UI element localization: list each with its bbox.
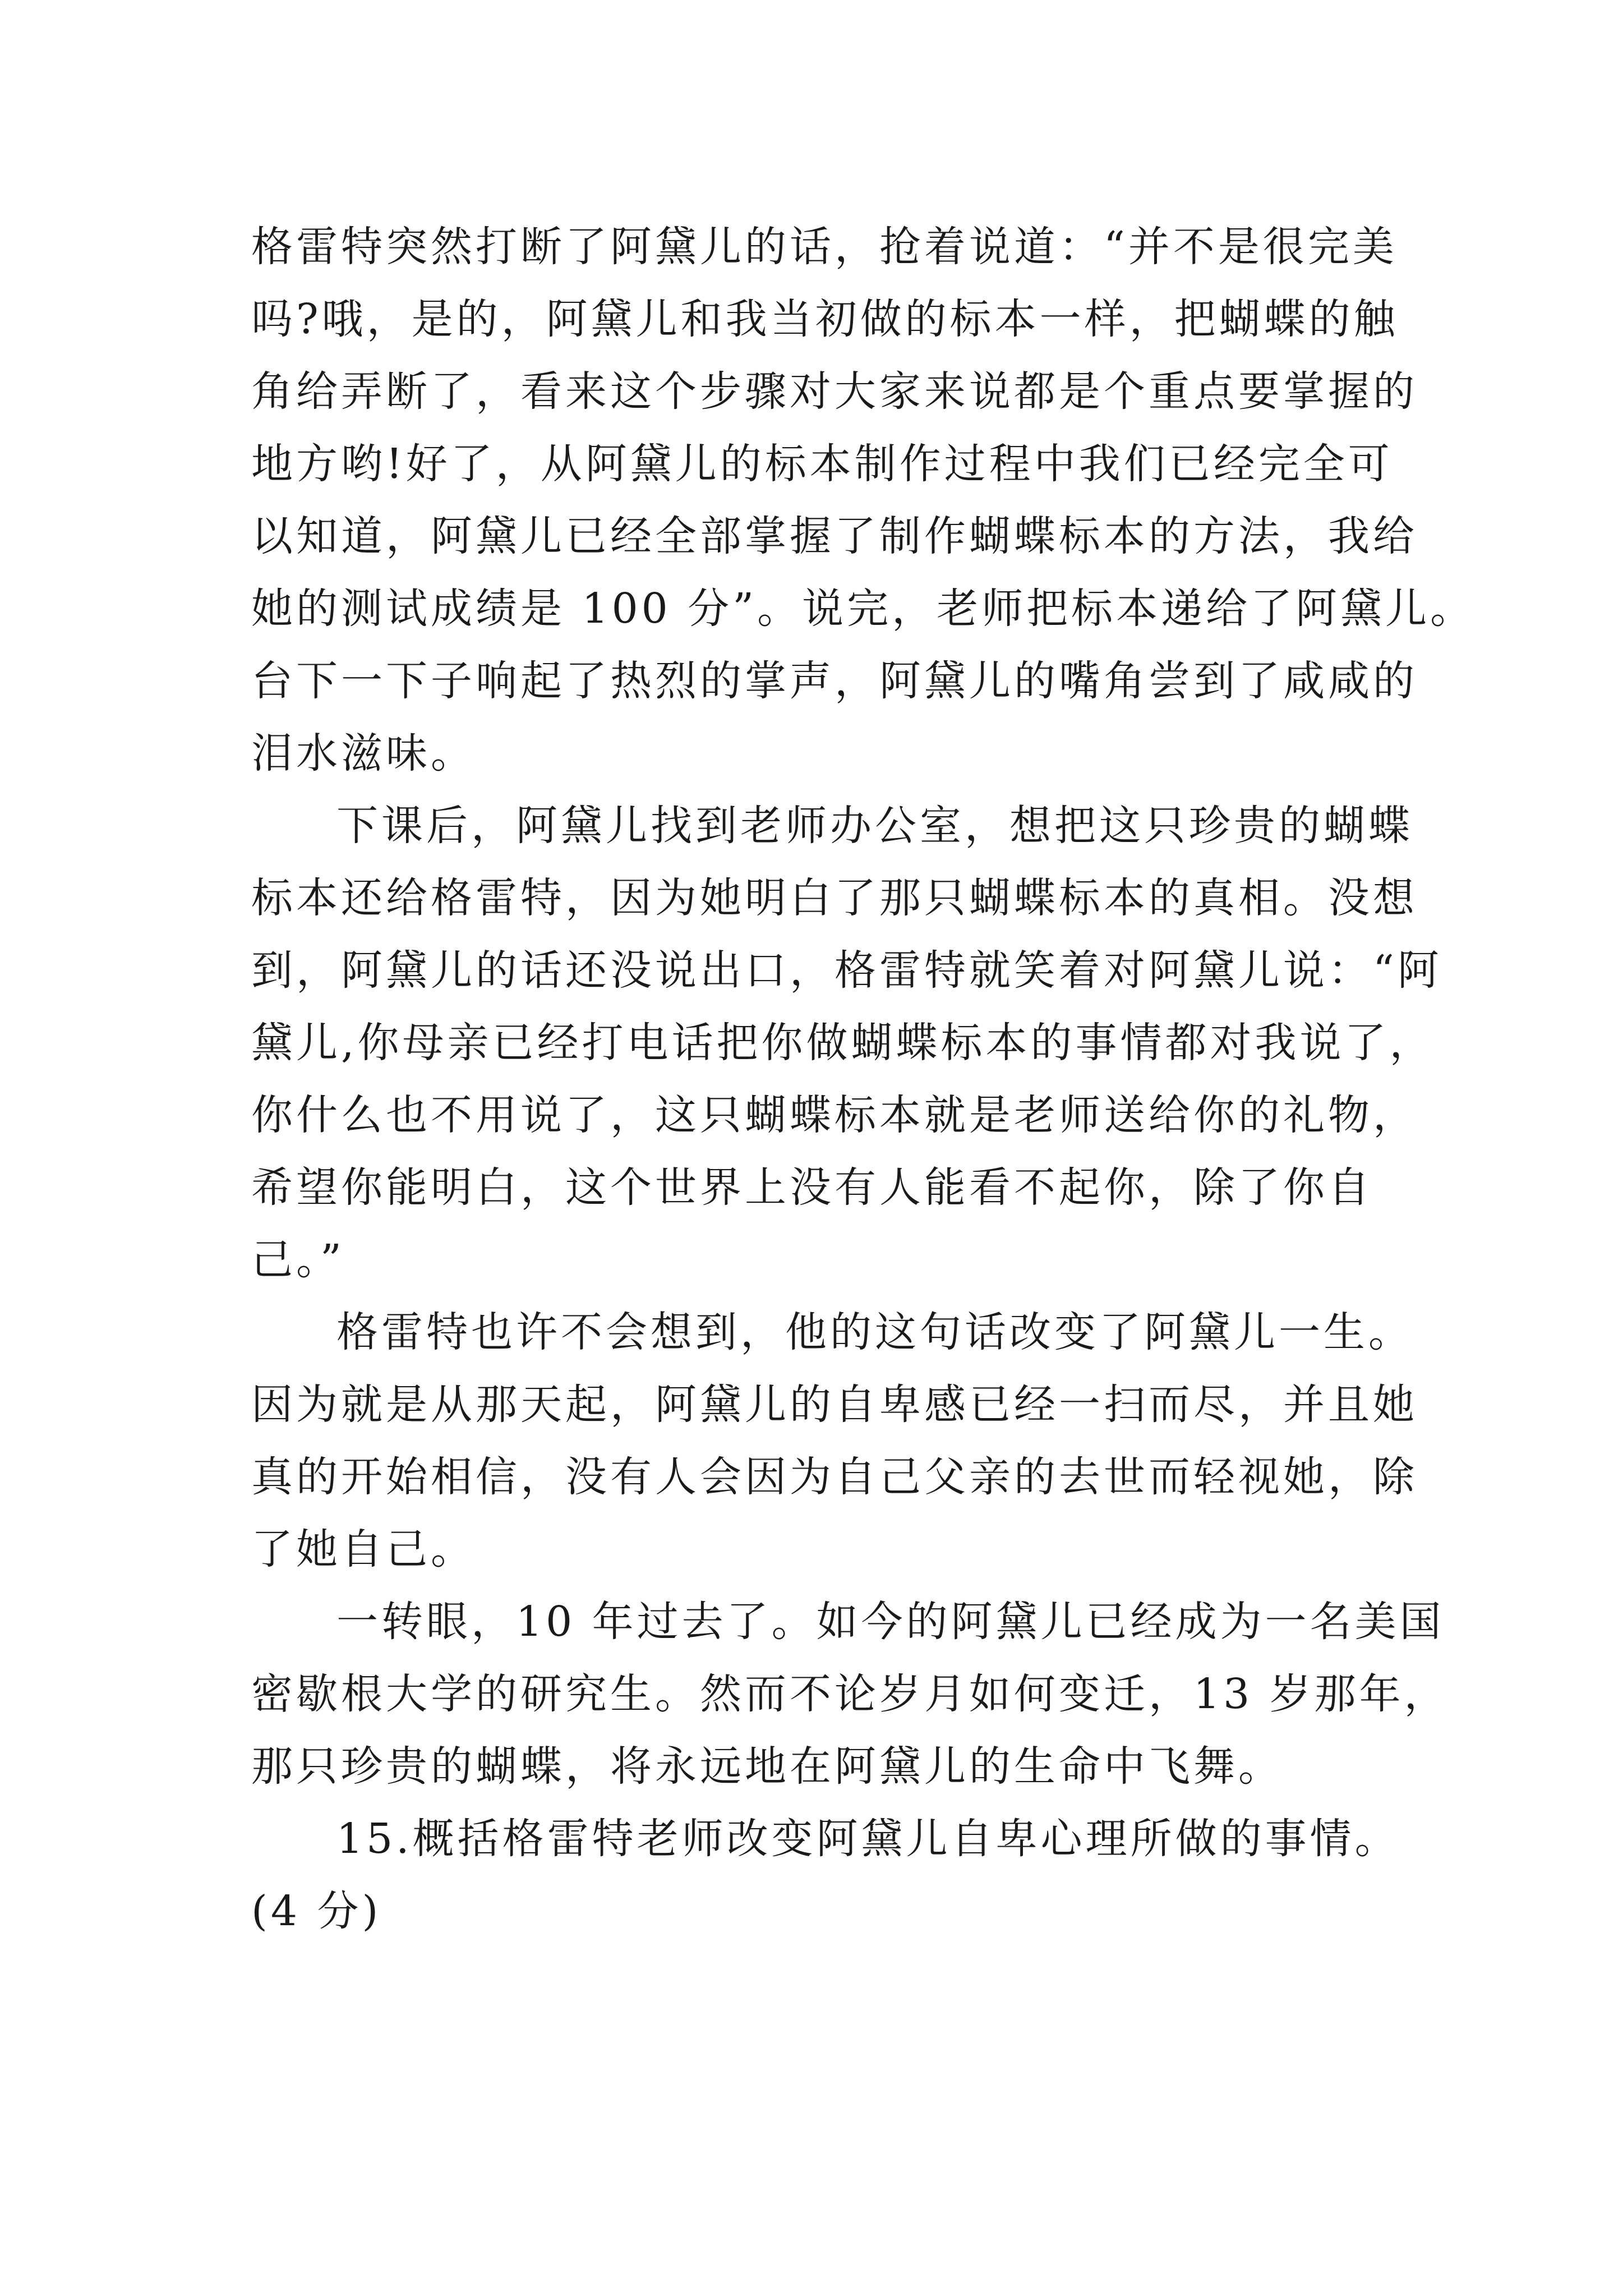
text-line: 吗?哦，是的，阿黛儿和我当初做的标本一样，把蝴蝶的触: [251, 295, 1399, 343]
question-text: 15.概括格雷特老师改变阿黛儿自卑心理所做的事情。: [336, 1815, 1400, 1863]
text-line: 因为就是从那天起，阿黛儿的自卑感已经一扫而尽，并且她: [251, 1381, 1418, 1429]
text-line: 你什么也不用说了，这只蝴蝶标本就是老师送给你的礼物，: [251, 1091, 1418, 1139]
text-line: 以知道，阿黛儿已经全部掌握了制作蝴蝶标本的方法，我给: [251, 512, 1418, 560]
text-line: 泪水滋味。: [251, 729, 476, 777]
text-line: 角给弄断了，看来这个步骤对大家来说都是个重点要掌握的: [251, 367, 1418, 416]
text-line: 地方哟!好了，从阿黛儿的标本制作过程中我们已经完全可: [251, 440, 1393, 488]
text-line: 格雷特突然打断了阿黛儿的话，抢着说道：“并不是很完美: [251, 223, 1398, 271]
text-line: 台下一下子响起了热烈的掌声，阿黛儿的嘴角尝到了咸咸的: [251, 657, 1418, 705]
text-line: 真的开始相信，没有人会因为自己父亲的去世而轻视她，除: [251, 1453, 1418, 1501]
paragraph-first-line: 一转眼，10 年过去了。如今的阿黛儿已经成为一名美国: [336, 1598, 1445, 1646]
text-line: 了她自己。: [251, 1525, 476, 1573]
text-line: 密歇根大学的研究生。然而不论岁月如何变迁，13 岁那年，: [251, 1670, 1449, 1718]
text-line: 己。”: [251, 1236, 345, 1284]
text-line: 希望你能明白，这个世界上没有人能看不起你，除了你自: [251, 1163, 1373, 1212]
text-line: 她的测试成绩是 100 分”。说完，老师把标本递给了阿黛儿。: [251, 585, 1476, 633]
text-line: 到，阿黛儿的话还没说出口，格雷特就笑着对阿黛儿说：“阿: [251, 946, 1442, 995]
text-line: 标本还给格雷特，因为她明白了那只蝴蝶标本的真相。没想: [251, 874, 1418, 922]
paragraph-first-line: 下课后，阿黛儿找到老师办公室，想把这只珍贵的蝴蝶: [336, 802, 1413, 850]
paragraph-first-line: 格雷特也许不会想到，他的这句话改变了阿黛儿一生。: [336, 1308, 1413, 1356]
text-line: 那只珍贵的蝴蝶，将永远地在阿黛儿的生命中飞舞。: [251, 1742, 1283, 1791]
text-line: 黛儿,你母亲已经打电话把你做蝴蝶标本的事情都对我说了，: [251, 1019, 1435, 1067]
question-score: (4 分): [251, 1887, 382, 1935]
